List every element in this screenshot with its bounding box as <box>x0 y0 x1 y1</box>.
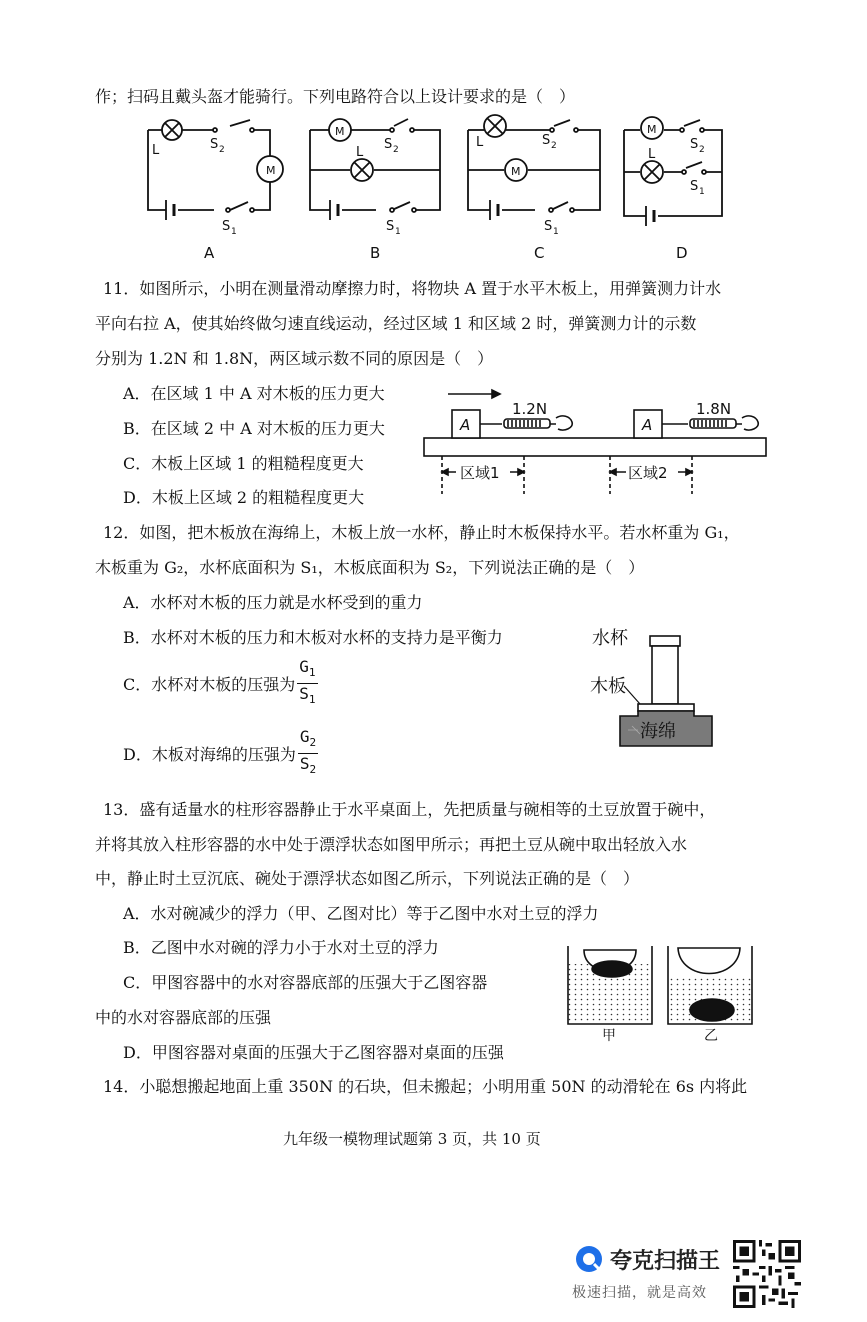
svg-text:区域2: 区域2 <box>628 464 668 482</box>
page-footer: 九年级一模物理试题第 3 页，共 10 页 <box>283 1130 541 1148</box>
q10-question-tail: 作；扫码且戴头盔才能骑行。下列电路符合以上设计要求的是（ ） <box>95 87 576 106</box>
svg-text:2: 2 <box>219 145 225 155</box>
q13-option-a: A．水对碗减少的浮力（甲、乙图对比）等于乙图中水对土豆的浮力 <box>123 904 599 923</box>
q13-stem-line1: 13．盛有适量水的柱形容器静止于水平桌面上，先把质量与碗相等的土豆放置于碗中， <box>103 800 716 819</box>
q12-stem-line2: 木板重为 G₂，水杯底面积为 S₁，木板底面积为 S₂，下列说法正确的是（ ） <box>95 558 645 577</box>
option-a-label: A <box>204 244 215 262</box>
svg-text:甲: 甲 <box>602 1028 616 1044</box>
q13-option-d: D．甲图容器对桌面的压强大于乙图容器对桌面的压强 <box>123 1043 504 1062</box>
svg-text:S: S <box>384 137 393 152</box>
q13-option-c-line2: 中的水对容器底部的压强 <box>95 1008 272 1027</box>
q11-option-b: B．在区域 2 中 A 对木板的压力更大 <box>123 419 385 438</box>
svg-text:S: S <box>222 219 231 234</box>
svg-text:A: A <box>642 416 653 434</box>
q12-option-d: D．木板对海绵的压强为 $\frac{G_2}{S_2}$ <box>123 727 318 780</box>
svg-text:L: L <box>476 135 484 150</box>
option-c-label: C <box>534 244 545 262</box>
q13-stem-line3: 中，静止时土豆沉底、碗处于漂浮状态如图乙所示，下列说法正确的是（ ） <box>95 869 640 888</box>
svg-text:S: S <box>542 133 551 148</box>
svg-text:2: 2 <box>393 145 399 155</box>
pressure-fraction-c: $\frac{G_1}{S_1}$ <box>299 657 316 707</box>
svg-text:M: M <box>511 165 521 178</box>
svg-text:区域1: 区域1 <box>460 464 500 482</box>
svg-text:S: S <box>210 137 219 152</box>
q12-option-b: B．水杯对木板的压力和木板对水杯的支持力是平衡力 <box>123 628 503 647</box>
q12-cup-board-sponge-figure <box>588 620 718 750</box>
q11-option-a: A．在区域 1 中 A 对木板的压力更大 <box>123 384 385 403</box>
svg-text:海绵: 海绵 <box>640 721 676 742</box>
q14-stem-line1: 14．小聪想搬起地面上重 350N 的石块，但未搬起；小明用重 50N 的动滑轮在 6s 内将此 <box>103 1077 748 1096</box>
circuit-a <box>148 120 283 220</box>
svg-text:S: S <box>690 137 699 152</box>
svg-text:S: S <box>386 219 395 234</box>
q13-bowl-potato-figure <box>562 938 762 1044</box>
svg-text:L: L <box>648 147 656 162</box>
svg-text:L: L <box>356 145 364 160</box>
q11-stem-line2: 平向右拉 A，使其始终做匀速直线运动，经过区域 1 和区域 2 时，弹簧测力计的示数 <box>95 314 697 333</box>
svg-text:1: 1 <box>699 187 705 197</box>
q11-stem-line3: 分别为 1.2N 和 1.8N，两区域示数不同的原因是（ ） <box>95 349 494 368</box>
svg-text:乙: 乙 <box>704 1028 718 1044</box>
scanner-slogan: 极速扫描，就是高效 <box>572 1285 707 1301</box>
q11-friction-figure <box>420 384 770 496</box>
svg-text:1: 1 <box>231 227 237 237</box>
q12-option-a: A．水杯对木板的压力就是水杯受到的重力 <box>123 593 423 612</box>
option-d-label: D <box>676 244 688 262</box>
q11-option-d: D．木板上区域 2 的粗糙程度更大 <box>123 488 365 507</box>
svg-text:L: L <box>152 143 160 158</box>
svg-text:A: A <box>460 416 471 434</box>
svg-text:1: 1 <box>395 227 401 237</box>
scanner-brand-name: 夸克扫描王 <box>610 1249 721 1274</box>
q13-option-b: B．乙图中水对碗的浮力小于水对土豆的浮力 <box>123 938 439 957</box>
option-b-label: B <box>370 244 381 262</box>
svg-text:S: S <box>544 219 553 234</box>
q11-option-c: C．木板上区域 1 的粗糙程度更大 <box>123 454 364 473</box>
circuit-c <box>468 115 600 220</box>
svg-text:1: 1 <box>553 227 559 237</box>
q13-stem-line2: 并将其放入柱形容器的水中处于漂浮状态如图甲所示；再把土豆从碗中取出轻放入水 <box>95 835 688 854</box>
scanner-watermark <box>570 1242 730 1302</box>
svg-text:M: M <box>266 164 276 177</box>
svg-text:水杯: 水杯 <box>592 628 628 649</box>
q11-stem-line1: 11．如图所示，小明在测量滑动摩擦力时，将物块 A 置于水平木板上，用弹簧测力计水 <box>103 279 722 298</box>
svg-text:M: M <box>647 123 657 136</box>
svg-text:M: M <box>335 125 345 138</box>
q12-stem-line1: 12．如图，把木板放在海绵上，木板上放一水杯，静止时木板保持水平。若水杯重为 G₁， <box>103 523 740 542</box>
circuit-d <box>624 117 722 226</box>
svg-text:S: S <box>690 179 699 194</box>
svg-text:1.8N: 1.8N <box>696 400 732 418</box>
svg-text:木板: 木板 <box>590 676 626 697</box>
q10-circuit-figures <box>130 112 750 264</box>
svg-text:1.2N: 1.2N <box>512 400 548 418</box>
circuit-b <box>310 119 440 220</box>
svg-text:2: 2 <box>551 141 557 151</box>
pressure-fraction-d: $\frac{G_2}{S_2}$ <box>299 727 317 777</box>
svg-text:2: 2 <box>699 145 705 155</box>
q13-option-c-line1: C．甲图容器中的水对容器底部的压强大于乙图容器 <box>123 973 488 992</box>
scanner-logo-icon <box>574 1244 604 1274</box>
qr-code <box>733 1240 801 1308</box>
q12-option-c: C．水杯对木板的压强为 $\frac{G_1}{S_1}$ <box>123 657 318 710</box>
